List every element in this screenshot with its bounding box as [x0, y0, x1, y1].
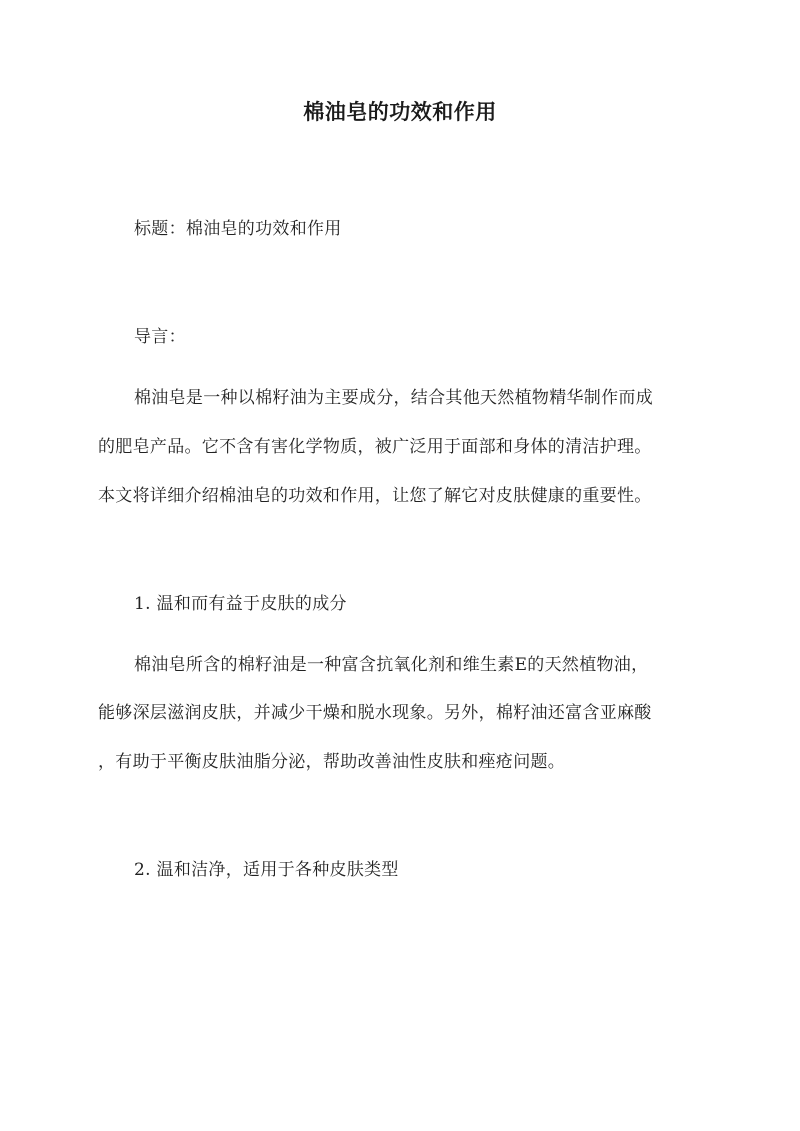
intro-paragraph-line: 的肥皂产品。它不含有害化学物质，被广泛用于面部和身体的清洁护理。 — [98, 437, 652, 457]
intro-paragraph-line: 棉油皂是一种以棉籽油为主要成分，结合其他天然植物精华制作而成 — [134, 388, 653, 408]
section-1-heading: 1. 温和而有益于皮肤的成分 — [134, 594, 347, 614]
section-1-paragraph-line: 能够深层滋润皮肤，并减少干燥和脱水现象。另外，棉籽油还富含亚麻酸 — [98, 703, 652, 723]
subtitle-line: 标题：棉油皂的功效和作用 — [134, 219, 342, 239]
section-2-heading: 2. 温和洁净，适用于各种皮肤类型 — [134, 860, 399, 880]
document-title: 棉油皂的功效和作用 — [303, 99, 497, 124]
section-1-paragraph-line: 棉油皂所含的棉籽油是一种富含抗氧化剂和维生素E的天然植物油， — [134, 655, 649, 675]
section-1-paragraph-line: ，有助于平衡皮肤油脂分泌，帮助改善油性皮肤和痤疮问题。 — [98, 752, 566, 772]
intro-heading: 导言： — [134, 327, 186, 347]
intro-paragraph-line: 本文将详细介绍棉油皂的功效和作用，让您了解它对皮肤健康的重要性。 — [98, 486, 652, 506]
